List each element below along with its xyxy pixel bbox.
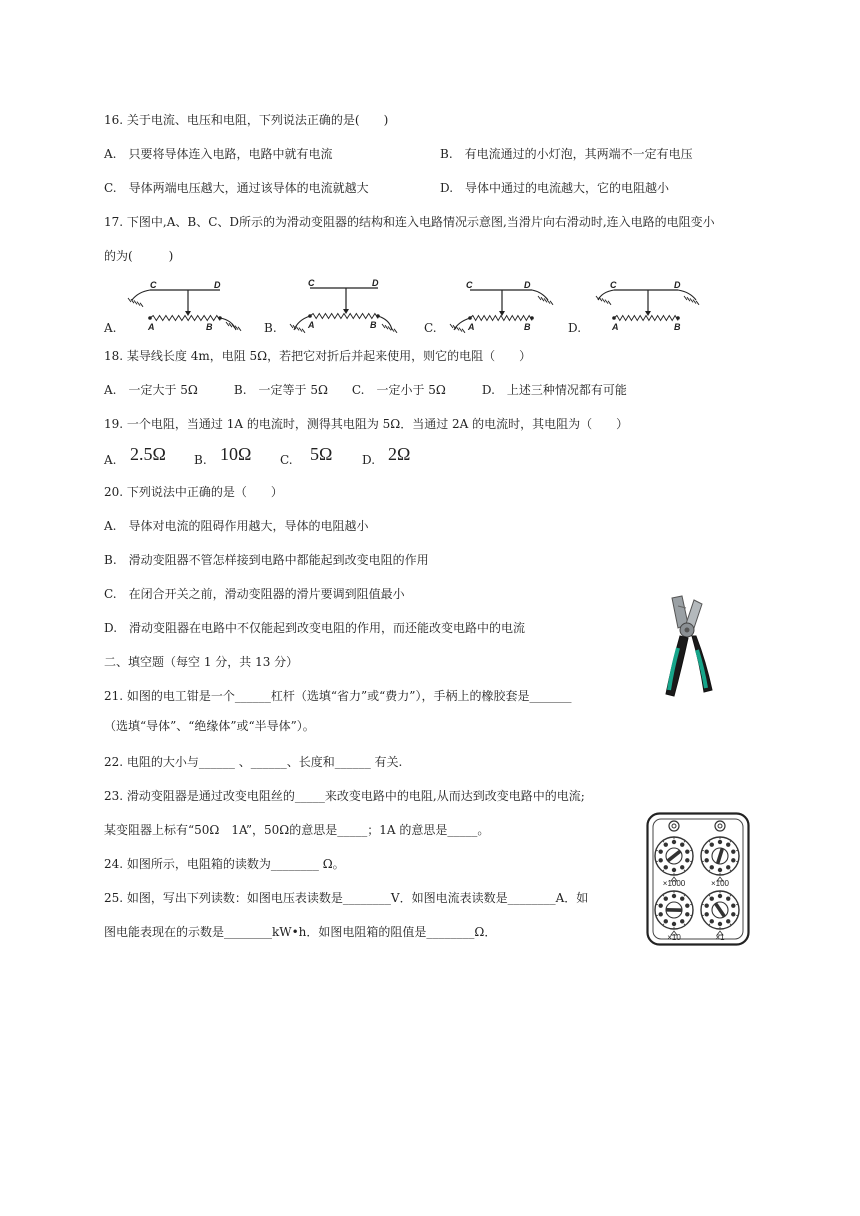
svg-text:A: A xyxy=(148,322,155,332)
section-2-heading: 二、填空题（每空 1 分，共 13 分） xyxy=(104,655,299,669)
q17-figure-a-label: A. xyxy=(104,321,117,335)
q25-line2: 图电能表现在的示数是________kW•h．如图电阻箱的阻值是________Ω． xyxy=(104,925,497,939)
pliers-image xyxy=(642,594,730,700)
q18-stem: 18. 某导线长度 4m，电阻 5Ω，若把它对折后并起来使用，则它的电阻（ ） xyxy=(104,349,532,363)
q19-option-d-label: D. xyxy=(362,453,376,467)
q20-option-c: C. 在闭合开关之前，滑动变阻器的滑片要调到阻值最小 xyxy=(104,587,405,601)
q25-line1: 25. 如图，写出下列读数：如图电压表读数是________V．如图电流表读数是________A．如 xyxy=(104,891,589,905)
q20-stem: 20. 下列说法中正确的是（ ） xyxy=(104,485,283,499)
q17-figure-d-label: D. xyxy=(568,321,582,335)
svg-text:B: B xyxy=(674,322,681,332)
q21-line2: （选填“导体”、“绝缘体”或“半导体”）。 xyxy=(104,719,315,733)
dial-label-x100: ×100 xyxy=(710,879,730,888)
svg-text:C: C xyxy=(610,280,617,290)
svg-text:A: A xyxy=(468,322,475,332)
q23-line1: 23. 滑动变阻器是通过改变电阻丝的_____来改变电路中的电阻,从而达到改变电路中的电流; xyxy=(104,789,585,803)
q22: 22. 电阻的大小与______ 、______、长度和______ 有关. xyxy=(104,755,403,769)
rheostat-figure-c xyxy=(450,278,550,334)
q19-option-b-label: B. xyxy=(194,453,207,467)
svg-text:B: B xyxy=(370,320,377,330)
q19-option-c-label: C. xyxy=(280,453,293,467)
q19-option-a-label: A. xyxy=(104,453,117,467)
rheostat-figure-a xyxy=(128,278,240,334)
resistance-box-image xyxy=(646,812,750,946)
svg-text:A: A xyxy=(308,320,315,330)
q18-options: A. 一定大于 5Ω B. 一定等于 5Ω C. 一定小于 5Ω D. 上述三种情况都有可能 xyxy=(104,383,627,397)
svg-text:B: B xyxy=(206,322,213,332)
q19-option-a-value: 2.5Ω xyxy=(130,444,166,464)
svg-text:D: D xyxy=(674,280,681,290)
dial-label-x10: ×10 xyxy=(667,933,681,942)
q16-option-c: C. 导体两端电压越大，通过该导体的电流就越大 xyxy=(104,181,369,195)
q20-option-d: D. 滑动变阻器在电路中不仅能起到改变电阻的作用，而还能改变电路中的电流 xyxy=(104,621,526,635)
svg-text:C: C xyxy=(308,278,315,288)
q16-option-d: D. 导体中通过的电流越大，它的电阻越小 xyxy=(440,181,670,195)
q23-line2: 某变阻器上标有“50Ω 1A”，50Ω的意思是_____；1A 的意思是_____。 xyxy=(104,823,490,837)
svg-text:D: D xyxy=(214,280,221,290)
q19-option-c-value: 5Ω xyxy=(310,444,333,464)
q19-option-b-value: 10Ω xyxy=(220,444,252,464)
svg-text:C: C xyxy=(466,280,473,290)
q17-figure-c-label: C. xyxy=(424,321,437,335)
q21-line1: 21. 如图的电工钳是一个______杠杆（选填“省力”或“费力”），手柄上的橡胶套是_______ xyxy=(104,689,572,703)
rheostat-figure-b xyxy=(290,276,394,332)
q17-stem-line2: 的为( ) xyxy=(104,249,174,263)
svg-text:A: A xyxy=(612,322,619,332)
q17-figure-b-label: B. xyxy=(264,321,277,335)
q17-stem-line1: 17. 下图中,A、B、C、D所示的为滑动变阻器的结构和连入电路情况示意图,当滑片向右滑动时,连入电路的电阻变小 xyxy=(104,215,715,229)
svg-text:D: D xyxy=(372,278,379,288)
q16-stem: 16. 关于电流、电压和电阻，下列说法正确的是( ) xyxy=(104,113,389,127)
svg-text:C: C xyxy=(150,280,157,290)
dial-label-x1: ×1 xyxy=(715,933,725,942)
q20-option-b: B. 滑动变阻器不管怎样接到电路中都能起到改变电阻的作用 xyxy=(104,553,429,567)
svg-text:B: B xyxy=(524,322,531,332)
q19-option-d-value: 2Ω xyxy=(388,444,411,464)
dial-label-x1000: ×1000 xyxy=(662,879,686,888)
q16-option-a: A. 只要将导体连入电路，电路中就有电流 xyxy=(104,147,333,161)
q24: 24. 如图所示，电阻箱的读数为________ Ω。 xyxy=(104,857,345,871)
svg-text:D: D xyxy=(524,280,531,290)
q16-option-b: B. 有电流通过的小灯泡，其两端不一定有电压 xyxy=(440,147,693,161)
q19-stem: 19. 一个电阻，当通过 1A 的电流时，测得其电阻为 5Ω．当通过 2A 的电流时，其电阻为（ ） xyxy=(104,417,629,431)
q20-option-a: A. 导体对电流的阻碍作用越大，导体的电阻越小 xyxy=(104,519,369,533)
rheostat-figure-d xyxy=(596,278,700,334)
